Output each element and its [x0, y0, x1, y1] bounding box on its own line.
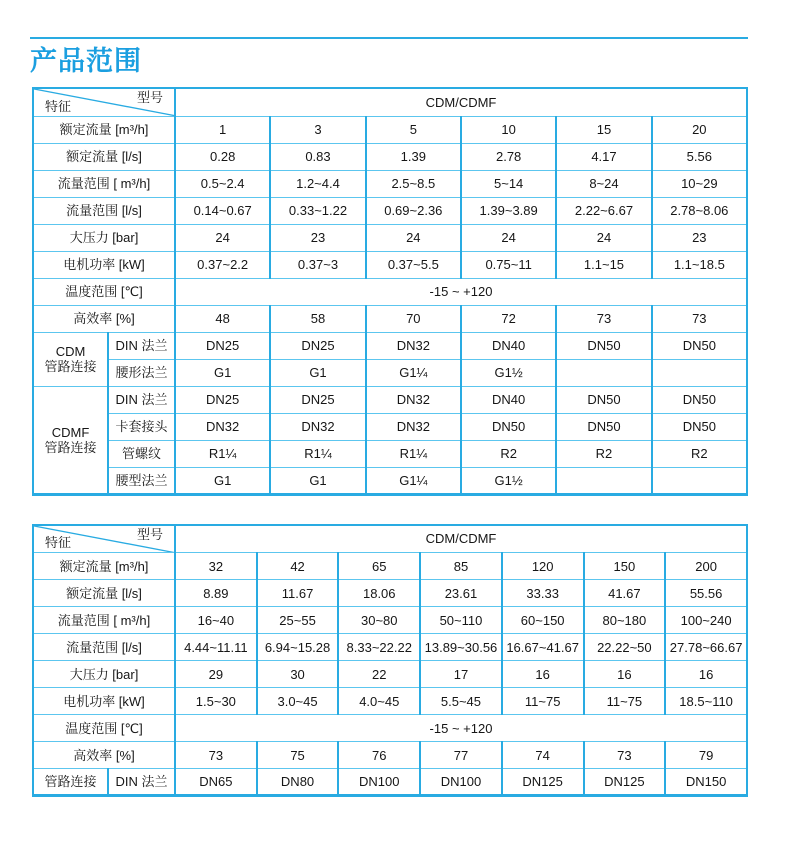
cell-value	[652, 359, 747, 386]
cell-value: 72	[461, 305, 556, 332]
cell-value: 13.89~30.56	[420, 634, 502, 661]
cell-value: 23	[270, 224, 365, 251]
row-label: 额定流量 [l/s]	[33, 580, 175, 607]
cell-value: 3.0~45	[257, 688, 339, 715]
cell-value: 16.67~41.67	[502, 634, 584, 661]
table-row	[33, 553, 747, 580]
corner-feature-label: 特征	[45, 535, 72, 550]
cell-value: G1¼	[366, 359, 461, 386]
corner-model-label: 型号	[136, 526, 163, 542]
table-row	[33, 143, 747, 170]
row-label: 电机功率 [kW]	[33, 251, 175, 278]
group-label: CDMF 管路连接	[33, 386, 108, 494]
cell-value: G1	[270, 467, 365, 494]
group-label: CDM 管路连接	[33, 332, 108, 386]
model-series-header: CDM/CDMF	[175, 525, 747, 553]
row-label: 额定流量 [m³/h]	[33, 553, 175, 580]
cell-value: DN25	[175, 332, 270, 359]
merged-cell-value: -15 ~ +120	[175, 715, 747, 742]
cell-value: DN50	[461, 413, 556, 440]
cell-value: R1¼	[175, 440, 270, 467]
cell-value: 120	[502, 553, 584, 580]
cell-value: DN25	[175, 386, 270, 413]
cell-value: 100~240	[665, 607, 747, 634]
table-row	[33, 305, 747, 332]
cell-value: 1.1~18.5	[652, 251, 747, 278]
cell-value: 0.14~0.67	[175, 197, 270, 224]
table-row	[33, 661, 747, 688]
cell-value: 0.37~3	[270, 251, 365, 278]
cell-value: DN150	[665, 769, 747, 796]
corner-cell	[33, 88, 175, 116]
cell-value: 73	[584, 742, 666, 769]
cell-value: 4.0~45	[338, 688, 420, 715]
cell-value: DN25	[270, 386, 365, 413]
table-row	[33, 715, 747, 742]
cell-value: 16	[665, 661, 747, 688]
table-row	[33, 116, 747, 143]
table-row	[33, 688, 747, 715]
cell-value: DN32	[270, 413, 365, 440]
table-row	[33, 170, 747, 197]
cell-value: DN80	[257, 769, 339, 796]
cell-value: 11~75	[502, 688, 584, 715]
cell-value: 24	[461, 224, 556, 251]
cell-value: 24	[366, 224, 461, 251]
row-label: 流量范围 [ m³/h]	[33, 607, 175, 634]
cell-value: G1½	[461, 359, 556, 386]
cell-value: 0.37~2.2	[175, 251, 270, 278]
table-row	[33, 634, 747, 661]
row-label: 高效率 [%]	[33, 742, 175, 769]
corner-feature-label: 特征	[45, 98, 72, 114]
cell-value: 1.5~30	[175, 688, 257, 715]
cell-value: 2.78~8.06	[652, 197, 747, 224]
cell-value: DN40	[461, 332, 556, 359]
cell-value: 24	[175, 224, 270, 251]
cell-value: 0.69~2.36	[366, 197, 461, 224]
table-row	[33, 413, 747, 440]
cell-value: DN100	[420, 769, 502, 796]
table-row	[33, 224, 747, 251]
header-row	[33, 525, 747, 553]
cell-value: 0.75~11	[461, 251, 556, 278]
cell-value: 2.22~6.67	[556, 197, 651, 224]
cell-value: 16~40	[175, 607, 257, 634]
cell-value: 50~110	[420, 607, 502, 634]
merged-cell-value: -15 ~ +120	[175, 278, 747, 305]
row-label: 大压力 [bar]	[33, 224, 175, 251]
title-rule	[30, 37, 748, 39]
cell-value: DN32	[366, 332, 461, 359]
cell-value: 76	[338, 742, 420, 769]
cell-value: 5~14	[461, 170, 556, 197]
spec-table-1	[32, 87, 748, 496]
cell-value: 48	[175, 305, 270, 332]
cell-value: 29	[175, 661, 257, 688]
cell-value: DN100	[338, 769, 420, 796]
cell-value: G1	[270, 359, 365, 386]
cell-value: 2.78	[461, 143, 556, 170]
cell-value: DN25	[270, 332, 365, 359]
row-label: 温度范围 [℃]	[33, 278, 175, 305]
cell-value: 1	[175, 116, 270, 143]
cell-value: R2	[556, 440, 651, 467]
cell-value: 1.1~15	[556, 251, 651, 278]
cell-value: DN50	[556, 413, 651, 440]
cell-value: 27.78~66.67	[665, 634, 747, 661]
table-row	[33, 769, 747, 796]
cell-value: 18.06	[338, 580, 420, 607]
cell-value: 24	[556, 224, 651, 251]
table-row	[33, 278, 747, 305]
cell-value: 1.2~4.4	[270, 170, 365, 197]
cell-value: 73	[175, 742, 257, 769]
cell-value: DN50	[652, 413, 747, 440]
cell-value: 30~80	[338, 607, 420, 634]
cell-value	[652, 467, 747, 494]
sub-row-label: DIN 法兰	[108, 769, 175, 796]
cell-value: 8.89	[175, 580, 257, 607]
cell-value: DN32	[366, 386, 461, 413]
cell-value: G1	[175, 467, 270, 494]
cell-value: 80~180	[584, 607, 666, 634]
cell-value: G1¼	[366, 467, 461, 494]
table-row	[33, 197, 747, 224]
cell-value: 4.44~11.11	[175, 634, 257, 661]
cell-value: 75	[257, 742, 339, 769]
cell-value: 77	[420, 742, 502, 769]
cell-value: 15	[556, 116, 651, 143]
cell-value	[556, 467, 651, 494]
cell-value: 6.94~15.28	[257, 634, 339, 661]
cell-value: R1¼	[366, 440, 461, 467]
row-label: 额定流量 [l/s]	[33, 143, 175, 170]
table-row	[33, 607, 747, 634]
cell-value: 22.22~50	[584, 634, 666, 661]
row-label: 流量范围 [ m³/h]	[33, 170, 175, 197]
spec-table-2	[32, 524, 748, 798]
cell-value: 25~55	[257, 607, 339, 634]
cell-value: 18.5~110	[665, 688, 747, 715]
cell-value: R2	[652, 440, 747, 467]
cell-value: 0.37~5.5	[366, 251, 461, 278]
table-row	[33, 332, 747, 359]
cell-value: DN125	[584, 769, 666, 796]
cell-value: DN32	[366, 413, 461, 440]
sub-row-label: 腰型法兰	[108, 467, 175, 494]
cell-value: 20	[652, 116, 747, 143]
cell-value: 16	[502, 661, 584, 688]
cell-value: DN50	[652, 332, 747, 359]
table-row	[33, 440, 747, 467]
cell-value: 74	[502, 742, 584, 769]
cell-value: 55.56	[665, 580, 747, 607]
table-row	[33, 467, 747, 494]
cell-value: 23	[652, 224, 747, 251]
cell-value: 3	[270, 116, 365, 143]
cell-value: DN40	[461, 386, 556, 413]
row-label: 额定流量 [m³/h]	[33, 116, 175, 143]
row-label: 流量范围 [l/s]	[33, 197, 175, 224]
cell-value: R2	[461, 440, 556, 467]
cell-value: DN50	[652, 386, 747, 413]
sub-row-label: 管螺纹	[108, 440, 175, 467]
cell-value: 1.39~3.89	[461, 197, 556, 224]
cell-value: G1½	[461, 467, 556, 494]
cell-value: R1¼	[270, 440, 365, 467]
cell-value: 0.5~2.4	[175, 170, 270, 197]
cell-value: 65	[338, 553, 420, 580]
cell-value	[556, 359, 651, 386]
spec-tables-container	[32, 87, 800, 797]
row-label: 温度范围 [℃]	[33, 715, 175, 742]
cell-value: 2.5~8.5	[366, 170, 461, 197]
cell-value: 41.67	[584, 580, 666, 607]
cell-value: DN65	[175, 769, 257, 796]
cell-value: DN50	[556, 386, 651, 413]
sub-row-label: 卡套接头	[108, 413, 175, 440]
row-label: 大压力 [bar]	[33, 661, 175, 688]
sub-row-label: DIN 法兰	[108, 332, 175, 359]
cell-value: 73	[556, 305, 651, 332]
cell-value: 70	[366, 305, 461, 332]
cell-value: 5.5~45	[420, 688, 502, 715]
cell-value: 30	[257, 661, 339, 688]
row-label: 电机功率 [kW]	[33, 688, 175, 715]
cell-value: 33.33	[502, 580, 584, 607]
cell-value: 0.28	[175, 143, 270, 170]
cell-value: 73	[652, 305, 747, 332]
cell-value: DN50	[556, 332, 651, 359]
cell-value: G1	[175, 359, 270, 386]
sub-row-label: DIN 法兰	[108, 386, 175, 413]
cell-value: 5	[366, 116, 461, 143]
cell-value: DN125	[502, 769, 584, 796]
header-row	[33, 88, 747, 116]
cell-value: 11~75	[584, 688, 666, 715]
corner-model-label: 型号	[136, 90, 163, 105]
cell-value: 1.39	[366, 143, 461, 170]
cell-value: 11.67	[257, 580, 339, 607]
cell-value: 150	[584, 553, 666, 580]
corner-cell	[33, 525, 175, 553]
cell-value: 16	[584, 661, 666, 688]
cell-value: 0.33~1.22	[270, 197, 365, 224]
table-row	[33, 386, 747, 413]
page-title: 产品范围	[30, 46, 142, 76]
cell-value: 32	[175, 553, 257, 580]
sub-row-label: 腰形法兰	[108, 359, 175, 386]
table-row	[33, 580, 747, 607]
cell-value: 4.17	[556, 143, 651, 170]
cell-value: 42	[257, 553, 339, 580]
model-series-header: CDM/CDMF	[175, 88, 747, 116]
cell-value: 17	[420, 661, 502, 688]
cell-value: 23.61	[420, 580, 502, 607]
cell-value: 5.56	[652, 143, 747, 170]
cell-value: 8~24	[556, 170, 651, 197]
cell-value: DN32	[175, 413, 270, 440]
cell-value: 22	[338, 661, 420, 688]
cell-value: 85	[420, 553, 502, 580]
row-label: 高效率 [%]	[33, 305, 175, 332]
row-label: 流量范围 [l/s]	[33, 634, 175, 661]
cell-value: 10	[461, 116, 556, 143]
cell-value: 200	[665, 553, 747, 580]
cell-value: 79	[665, 742, 747, 769]
table-row	[33, 742, 747, 769]
cell-value: 58	[270, 305, 365, 332]
cell-value: 0.83	[270, 143, 365, 170]
table-row	[33, 359, 747, 386]
cell-value: 8.33~22.22	[338, 634, 420, 661]
table-row	[33, 251, 747, 278]
cell-value: 10~29	[652, 170, 747, 197]
cell-value: 60~150	[502, 607, 584, 634]
group-label: 管路连接	[33, 769, 108, 796]
